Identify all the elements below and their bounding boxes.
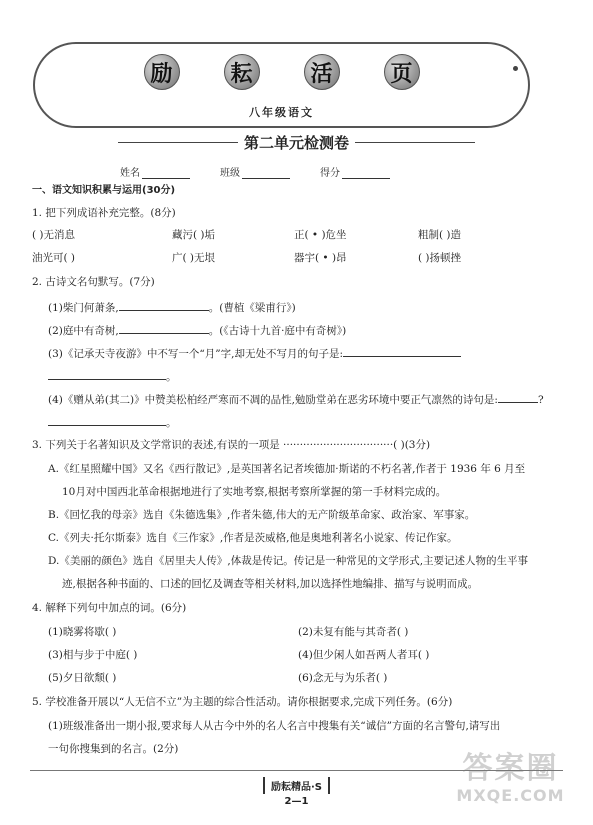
option-a[interactable]: A.《红星照耀中国》又名《西行散记》,是英国著名记者埃德加·斯诺的不朽名著,作者于 1936 年 6 月至 [48, 463, 526, 475]
page-number: 2—1 [284, 796, 309, 807]
word-explain-item[interactable]: (6)念无与为乐者( ) [298, 672, 388, 684]
score-label: 得分 [320, 168, 340, 179]
q3-prompt: 3. 下列关于名著知识及文学常识的表述,有误的一项是 ·································( )(3分) [32, 439, 431, 451]
score-field[interactable] [320, 164, 390, 179]
poem-4-text: (4)《赠从弟(其二)》中赞美松柏经严寒而不凋的品性,勉励堂弟在恶劣环境中要正气凛然的诗句是: [48, 394, 498, 406]
idiom-blank[interactable]: ( )无消息 [32, 229, 76, 241]
poem-1-start: (1)柴门何萧条, [48, 302, 119, 314]
poem-line-4 [48, 393, 544, 406]
option-d-cont: 迹,根据各种书面的、口述的回忆及调查等相关材料,加以选择性地编排、描写与说明而成。 [62, 578, 479, 590]
idiom-blank[interactable]: ( )扬顿挫 [418, 252, 462, 264]
watermark-bottom: MXQE.COM [456, 786, 565, 805]
section-heading: 一、语文知识积累与运用(30分) [32, 185, 176, 196]
brand-text: 励耘精品·S [263, 777, 330, 794]
title-char: 励 [144, 54, 180, 90]
option-d[interactable]: D.《美丽的颜色》选自《居里夫人传》,体裁是传记。传记是一种常见的文学形式,主要记述人物的生平事 [48, 555, 529, 567]
idiom-blank[interactable]: 油光可( ) [32, 252, 76, 264]
idiom-blank[interactable]: 广( )无垠 [172, 252, 216, 264]
title-rule-right [355, 142, 475, 143]
student-info-row [120, 164, 390, 179]
poem-3-text: (3)《记承天寺夜游》中不写一个“月”字,却无处不写月的句子是: [48, 348, 343, 360]
subject-label: 八年级语文 [249, 106, 314, 119]
q1-prompt: 1. 把下列成语补充完整。(8分) [32, 207, 176, 219]
poem-line-1 [48, 301, 296, 314]
answer-blank[interactable] [48, 370, 166, 380]
series-title [35, 54, 528, 90]
poem-line-3 [48, 347, 461, 360]
poem-4-end: 。 [166, 417, 177, 429]
answer-blank[interactable] [48, 416, 166, 426]
score-blank[interactable] [342, 168, 390, 179]
poem-3-end: 。 [166, 371, 177, 383]
answer-blank[interactable] [343, 347, 461, 357]
poem-line-4-cont [48, 416, 177, 429]
title-char: 页 [384, 54, 420, 90]
name-blank[interactable] [142, 168, 190, 179]
option-a-cont: 10月对中国西北革命根据地进行了实地考察,根据考察所掌握的第一手材料完成的。 [62, 486, 447, 498]
q5-prompt: 5. 学校准备开展以“人无信不立”为主题的综合性活动。请你根据要求,完成下列任务。(6分) [32, 696, 453, 708]
answer-blank[interactable] [119, 301, 209, 311]
answer-blank[interactable] [498, 393, 538, 403]
option-b[interactable]: B.《回忆我的母亲》选自《朱德选集》,作者朱德,伟大的无产阶级革命家、政治家、军事家。 [48, 509, 476, 521]
class-blank[interactable] [242, 168, 290, 179]
class-label: 班级 [220, 168, 240, 179]
option-c[interactable]: C.《列夫·托尔斯泰》选自《三作家》,作者是茨威格,他是奥地利著名小说家、传记作家。 [48, 532, 458, 544]
word-explain-item[interactable]: (3)相与步于中庭( ) [48, 649, 138, 661]
idiom-blank[interactable]: 正( • )危坐 [294, 229, 347, 241]
q5-task-1: (1)班级准备出一期小报,要求每人从古今中外的名人名言中搜集有关“诚信”方面的名言警句,请写出 [48, 720, 501, 732]
poem-line-2 [48, 324, 346, 337]
header-banner [33, 42, 530, 128]
q2-prompt: 2. 古诗文名句默写。(7分) [32, 276, 155, 288]
watermark-top: 答案圈 [462, 751, 559, 786]
q4-prompt: 4. 解释下列句中加点的词。(6分) [32, 602, 187, 614]
idiom-blank[interactable]: 藏污( )垢 [172, 229, 216, 241]
answer-blank[interactable] [119, 324, 209, 334]
idiom-blank[interactable]: 粗制( )造 [418, 229, 462, 241]
poem-2-start: (2)庭中有奇树, [48, 325, 119, 337]
poem-4-mark: ? [537, 394, 544, 406]
class-field[interactable] [220, 164, 290, 179]
word-explain-item[interactable]: (1)晓雾将歇( ) [48, 626, 117, 638]
idiom-blank[interactable]: 器宇( • )昂 [294, 252, 347, 264]
poem-1-end: 。(曹植《梁甫行》) [208, 302, 296, 314]
word-explain-item[interactable]: (5)夕日欲颓( ) [48, 672, 117, 684]
watermark-logo [448, 752, 573, 814]
unit-title-text: 第二单元检测卷 [243, 134, 349, 152]
unit-title [0, 132, 593, 153]
word-explain-item[interactable]: (2)未复有能与其奇者( ) [298, 626, 409, 638]
poem-line-3-cont [48, 370, 177, 383]
title-char: 活 [304, 54, 340, 90]
title-rule-left [118, 142, 238, 143]
word-explain-item[interactable]: (4)但少闲人如吾两人者耳( ) [298, 649, 430, 661]
title-char: 耘 [224, 54, 260, 90]
name-label: 姓名 [120, 168, 140, 179]
name-field[interactable] [120, 164, 190, 179]
q5-task-1-cont: 一句你搜集到的名言。(2分) [48, 743, 179, 755]
poem-2-end: 。(《古诗十九首·庭中有奇树》) [208, 325, 347, 337]
